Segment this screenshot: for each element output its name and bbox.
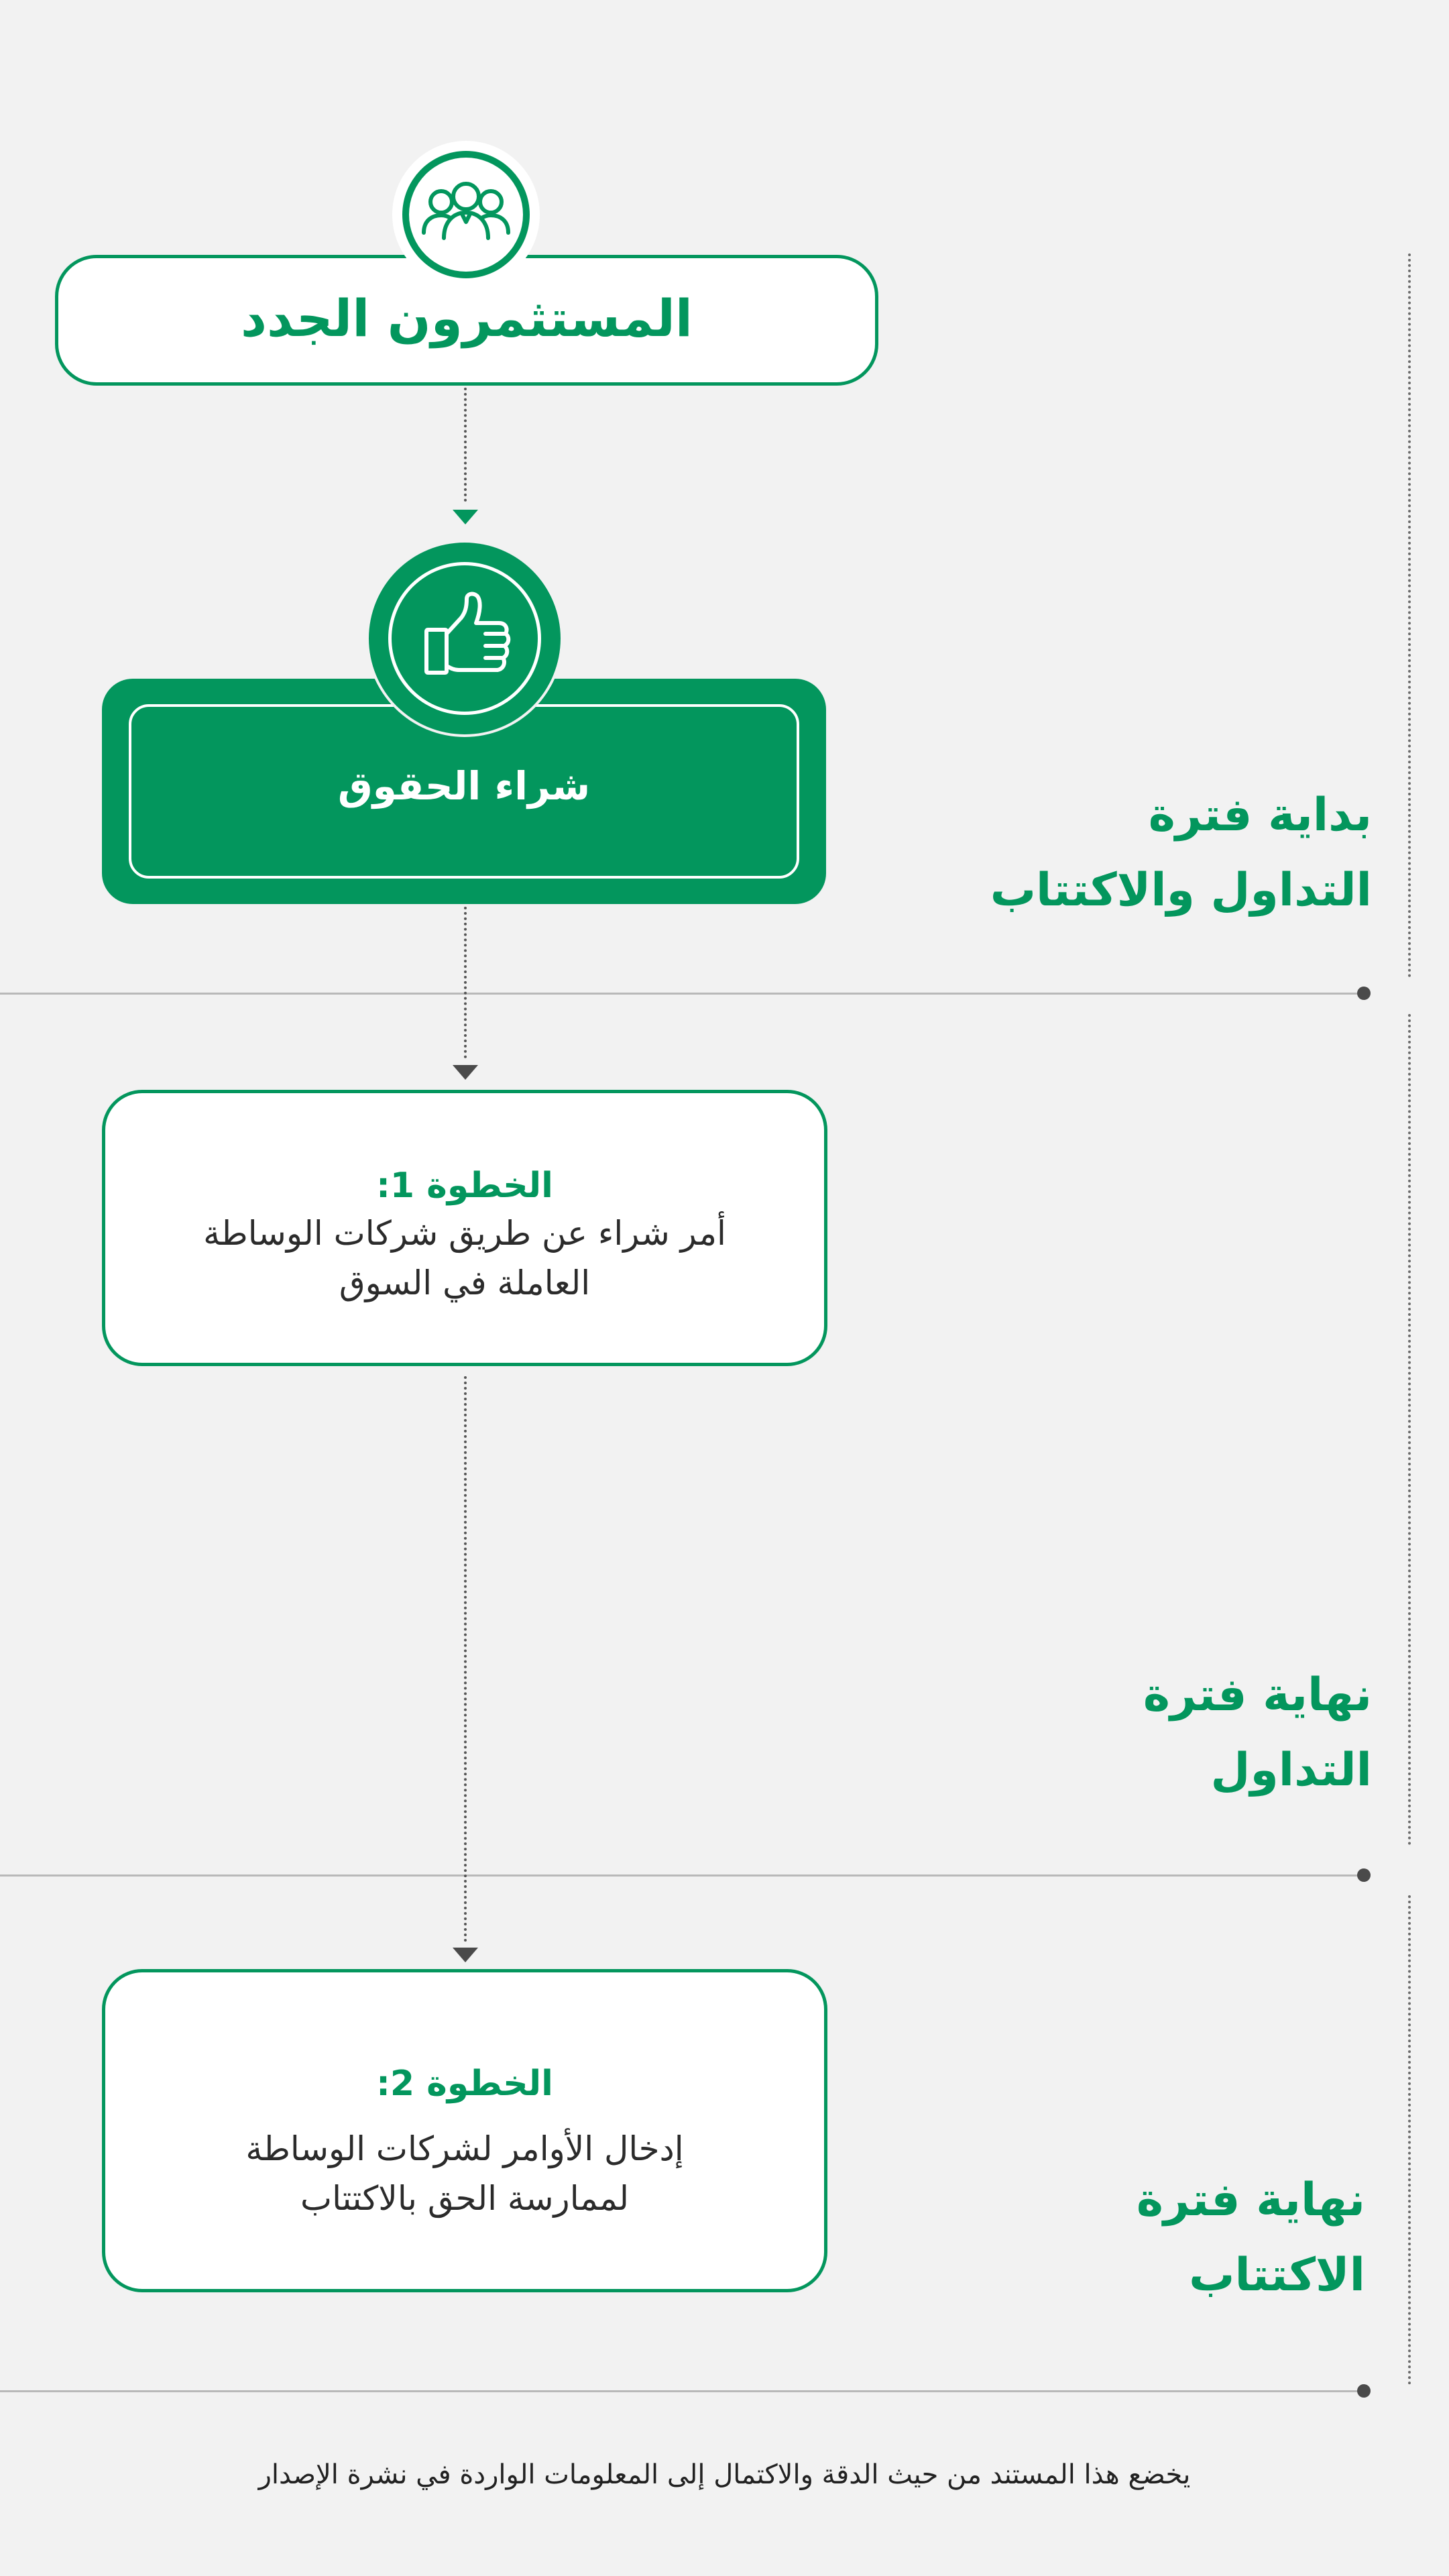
phase-divider-3 <box>0 2390 1363 2392</box>
step2-heading: الخطوة 2: <box>376 2064 553 2104</box>
buy-rights-icon-ring-white <box>388 562 541 715</box>
step2-line1: إدخال الأوامر لشركات الوساطة <box>245 2129 684 2168</box>
phase-label-end-trading <box>1143 1658 1372 1808</box>
timeline-segment-2 <box>1408 1014 1411 1846</box>
phase-label-line: نهاية فترة <box>1136 2174 1365 2227</box>
phase-label-line: التداول والاكتتاب <box>990 864 1372 917</box>
people-group-icon <box>402 151 530 278</box>
buy-rights-icon-badge <box>366 540 563 737</box>
phase-label-line: التداول <box>1210 1744 1372 1797</box>
phase-divider-1 <box>0 993 1363 995</box>
connector-investors-to-buy <box>464 388 467 502</box>
step1-line1: أمر شراء عن طريق شركات الوساطة <box>203 1214 726 1253</box>
arrow-down-icon <box>453 1948 478 1962</box>
phase-divider-2-dot <box>1357 1868 1371 1882</box>
phase-label-start-trading-subscription <box>990 778 1372 928</box>
new-investors-title: المستثمرون الجدد <box>241 288 693 348</box>
timeline-segment-1 <box>1408 254 1411 978</box>
step1-box <box>102 1090 827 1366</box>
buy-rights-icon-ring <box>369 543 561 734</box>
arrow-down-icon <box>453 1065 478 1080</box>
phase-label-end-subscription <box>1137 2163 1365 2313</box>
connector-buy-to-step1 <box>464 907 467 1058</box>
step2-line2: لممارسة الحق بالاكتتاب <box>300 2179 629 2218</box>
phase-divider-2 <box>0 1874 1363 1877</box>
people-group-icon-inner <box>409 158 523 272</box>
footer-disclaimer: يخضع هذا المستند من حيث الدقة والاكتمال إلى المعلومات الواردة في نشرة الإصدار <box>258 2459 1191 2490</box>
thumbs-up-icon <box>392 565 538 712</box>
phase-label-line: نهاية فترة <box>1143 1669 1372 1722</box>
arrow-down-icon <box>453 510 478 524</box>
buy-rights-title: شراء الحقوق <box>337 763 591 809</box>
phase-divider-3-dot <box>1357 2384 1371 2398</box>
timeline-segment-3 <box>1408 1895 1411 2385</box>
new-investors-icon-badge <box>392 141 540 288</box>
people-group-glyph <box>409 158 523 272</box>
phase-label-line: الاكتتاب <box>1189 2249 1365 2302</box>
step1-heading: الخطوة 1: <box>376 1166 553 1206</box>
phase-label-line: بداية فترة <box>1148 789 1372 842</box>
connector-step1-to-step2 <box>464 1376 467 1942</box>
step1-line2: العاملة في السوق <box>339 1264 591 1302</box>
step2-box <box>102 1969 827 2292</box>
phase-divider-1-dot <box>1357 987 1371 1000</box>
